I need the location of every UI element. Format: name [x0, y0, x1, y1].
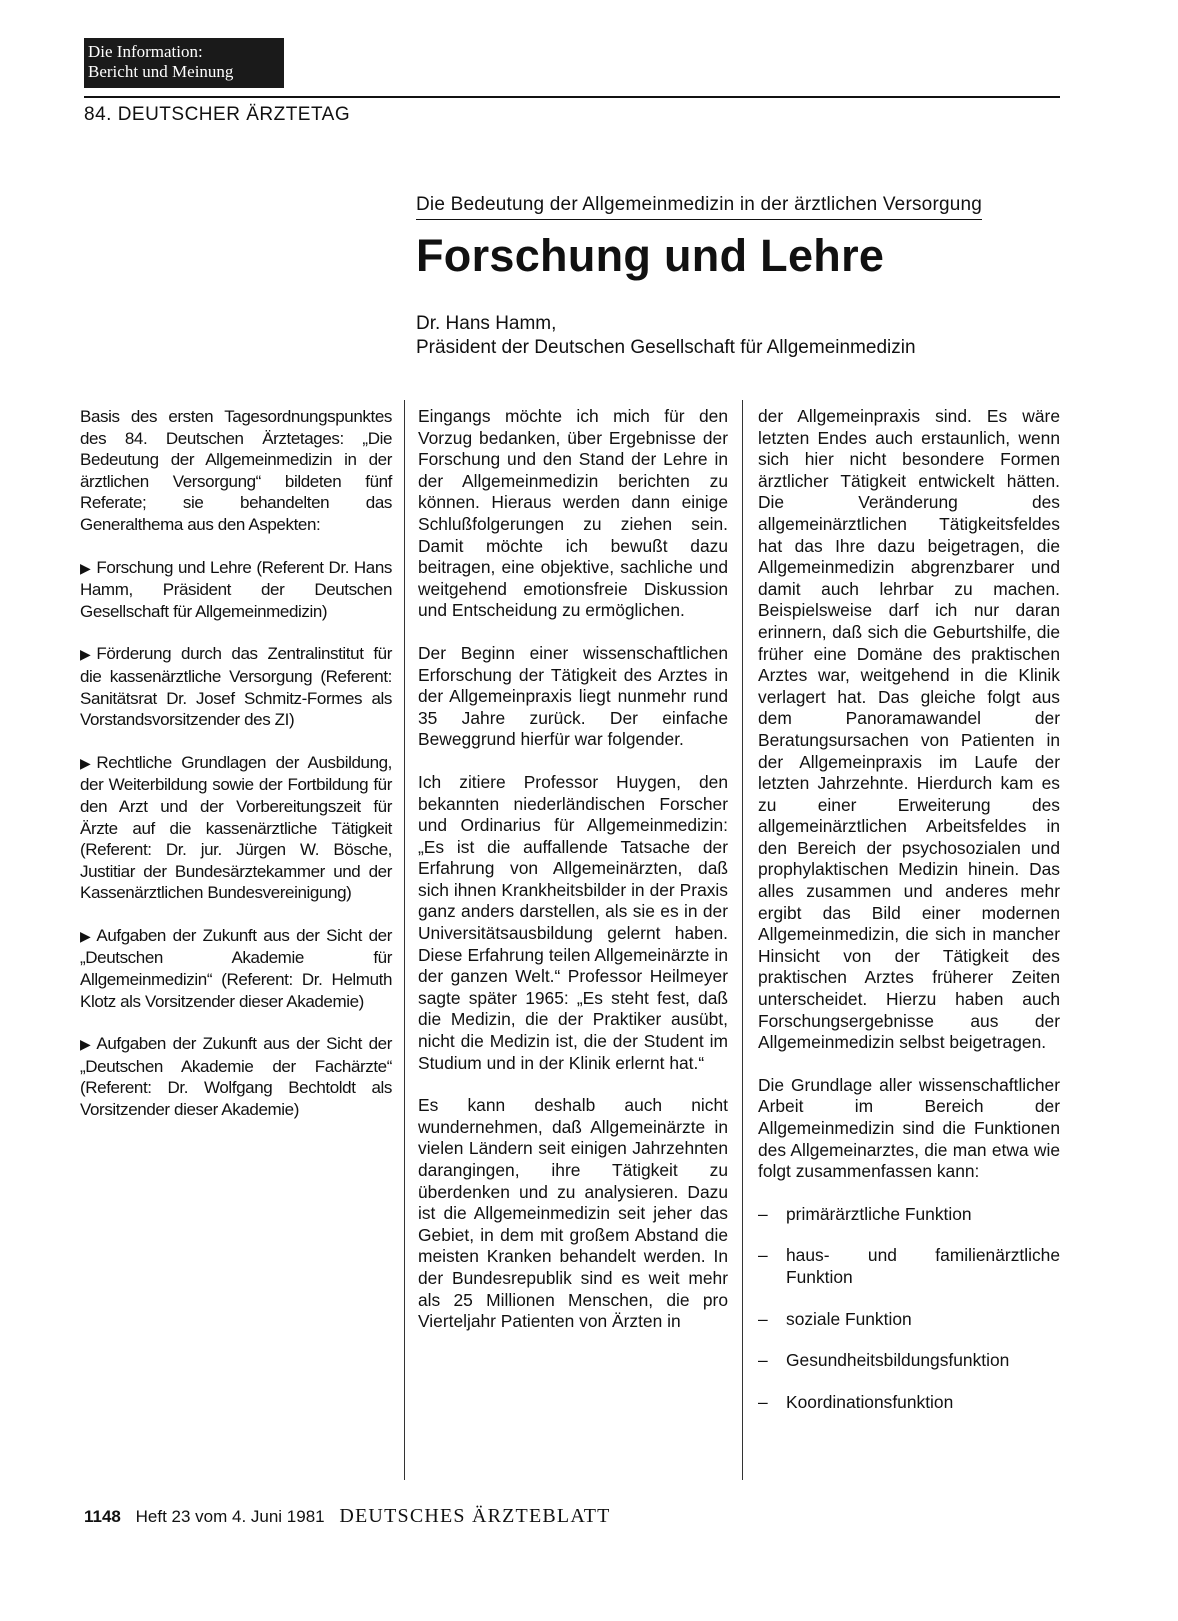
- body-paragraph: Es kann deshalb auch nicht wundernehmen, daß Allgemeinärzte in vielen Ländern seit einigen Jahrzehnten darangingen, ihre Tätigkeit zu überdenken und zu analysieren. Dazu ist die Allgemeinmedizin seit jeher das Gebiet, in dem mit großem Abstand die meisten Kranken behandelt werden. In der Bundesrepublik sind es weit mehr als 25 Millionen Menschen, die pro Vierteljahr Patienten von Ärzten in: [418, 1095, 728, 1332]
- page-number: 1148: [84, 1507, 121, 1526]
- rubric-line-1: Die Information:: [88, 42, 203, 61]
- issue-info: Heft 23 vom 4. Juni 1981: [135, 1507, 325, 1526]
- intro-paragraph: Basis des ersten Tagesordnungspunktes des 84. Deutschen Ärztetages: „Die Bedeutung der Allgemeinmedizin in der ärztlichen Versorgung“ bildeten fünf Referate; sie behandelten das Generalthema aus den Aspekten:: [80, 407, 392, 534]
- list-item: – Koordinationsfunktion: [758, 1391, 954, 1412]
- header-rule: [84, 96, 1060, 98]
- triangle-bullet-icon: ▶: [80, 927, 91, 944]
- article-kicker: Die Bedeutung der Allgemeinmedizin in der ärztlichen Versorgung: [416, 194, 982, 220]
- list-item: – soziale Funktion: [758, 1308, 912, 1329]
- list-item: – primärärztliche Funktion: [758, 1203, 972, 1224]
- body-paragraph: Die Grundlage aller wissenschaftlicher Arbeit im Bereich der Allgemeinmedizin sind die Funktionen des Allgemeinarztes, die man etwa wie folgt zusammenfassen kann:: [758, 1074, 1060, 1182]
- topic-item: ▶ Aufgaben der Zukunft aus der Sicht der „Deutschen Akademie der Fachärzte“ (Referent: Dr. Wolfgang Bechtoldt als Vorsitzender dieser Akademie): [80, 1034, 392, 1120]
- body-paragraph: Eingangs möchte ich mich für den Vorzug bedanken, über Ergebnisse der Forschung und den Stand der Lehre in der Allgemeinmedizin berichten zu können. Hieraus werden dann einige Schlußfolgerungen zu ziehen sein. Damit möchte ich bewußt dazu beitragen, eine objektive, sachliche und weitgehend emotionsfreie Diskussion und Entscheidung zu ermöglichen.: [418, 406, 728, 621]
- column-divider: [404, 400, 405, 1480]
- topic-item: ▶ Rechtliche Grundlagen der Ausbildung, der Weiterbildung sowie der Fortbildung für den Arzt und der Vorbereitungszeit für Ärzte auf die kassenärztliche Tätigkeit (Referent: Dr. jur. Jürgen W. Bösche, Justitiar der Bundesärztekammer und der Kassenärztlichen Bundesvereinigung): [80, 752, 392, 903]
- triangle-bullet-icon: ▶: [80, 754, 91, 771]
- article-title: Forschung und Lehre: [416, 230, 885, 281]
- column-divider: [742, 400, 743, 1480]
- conference-label: 84. DEUTSCHER ÄRZTETAG: [84, 104, 351, 125]
- triangle-bullet-icon: ▶: [80, 559, 91, 576]
- topic-item: ▶ Förderung durch das Zentralinstitut für die kassenärztliche Versorgung (Referent: Sanitätsrat Dr. Josef Schmitz-Formes als Vorstandsvorsitzender des ZI): [80, 644, 392, 730]
- magazine-name: DEUTSCHES ÄRZTEBLATT: [339, 1505, 611, 1527]
- page-footer: [84, 1505, 611, 1528]
- body-column-2: [418, 406, 728, 1354]
- body-paragraph: Der Beginn einer wissenschaftlichen Erforschung der Tätigkeit des Arztes in der Allgemeinpraxis liegt nunmehr rund 35 Jahre zurück. Der einfache Beweggrund hierfür war folgender.: [418, 642, 728, 750]
- author-name: Dr. Hans Hamm,: [416, 313, 557, 334]
- list-item: – Gesundheitsbildungsfunktion: [758, 1350, 1010, 1371]
- body-column-3: [758, 406, 1060, 1433]
- intro-column: [80, 406, 392, 1142]
- functions-list: [758, 1204, 1060, 1414]
- topic-item: ▶ Forschung und Lehre (Referent Dr. Hans Hamm, Präsident der Deutschen Gesellschaft für Allgemeinmedizin): [80, 557, 392, 621]
- list-item: – haus- und familienärztliche Funktion: [758, 1245, 1060, 1287]
- body-paragraph: der Allgemeinpraxis sind. Es wäre letzten Endes auch erstaunlich, wenn sich hier nicht besondere Formen ärztlicher Tätigkeit entwickelt hätten. Die Veränderung des allgemeinärztlichen Tätigkeitsfeldes hat das Ihre dazu beigetragen, die Allgemeinmedizin abgrenzbarer und damit auch lehrbar zu machen. Beispielsweise darf ich nur daran erinnern, daß sich die Geburtshilfe, die früher eine Domäne des praktischen Arztes war, weitgehend in die Klinik verlagert hat. Das gleiche folgt aus dem Panoramawandel der Beratungsursachen von Patienten in der Allgemeinpraxis im Laufe der letzten Jahrzehnte. Hierdurch kam es zu einer Erweiterung des allgemeinärztlichen Arbeitsfeldes in den Bereich der psychosozialen und prophylaktischen Medizin hinein. Das alles zusammen und anderes mehr ergibt das Bild einer modernen Allgemeinmedizin, die sich in mancher Hinsicht von der Tätigkeit des praktischen Arztes früherer Zeiten unterscheidet. Hierzu haben auch Forschungsergebnisse aus der Allgemeinmedizin selbst beigetragen.: [758, 406, 1060, 1053]
- body-paragraph: Ich zitiere Professor Huygen, den bekannten niederländischen Forscher und Ordinarius für Allgemeinmedizin: „Es ist die auffallende Tatsache der Erfahrung von Allgemeinärzten, daß sich ihnen Krankheitsbilder in der Praxis ganz anders darstellen, als sie es in der Universitätsausbildung gelernt haben. Diese Erfahrung teilen Allgemeinärzte in der ganzen Welt.“ Professor Heilmeyer sagte später 1965: „Es steht fest, daß die Medizin, die der Praktiker ausübt, nicht die Medizin ist, die der Student im Studium und in der Klinik erlernt hat.“: [418, 771, 728, 1073]
- topic-item: ▶ Aufgaben der Zukunft aus der Sicht der „Deutschen Akademie für Allgemeinmedizin“ (Referent: Dr. Helmuth Klotz als Vorsitzender dieser Akademie): [80, 925, 392, 1011]
- triangle-bullet-icon: ▶: [80, 646, 91, 663]
- section-rubric: [84, 38, 284, 88]
- rubric-line-2: Bericht und Meinung: [88, 62, 234, 81]
- author-role: Präsident der Deutschen Gesellschaft für Allgemeinmedizin: [416, 337, 916, 358]
- author-block: [416, 312, 916, 360]
- triangle-bullet-icon: ▶: [80, 1036, 91, 1053]
